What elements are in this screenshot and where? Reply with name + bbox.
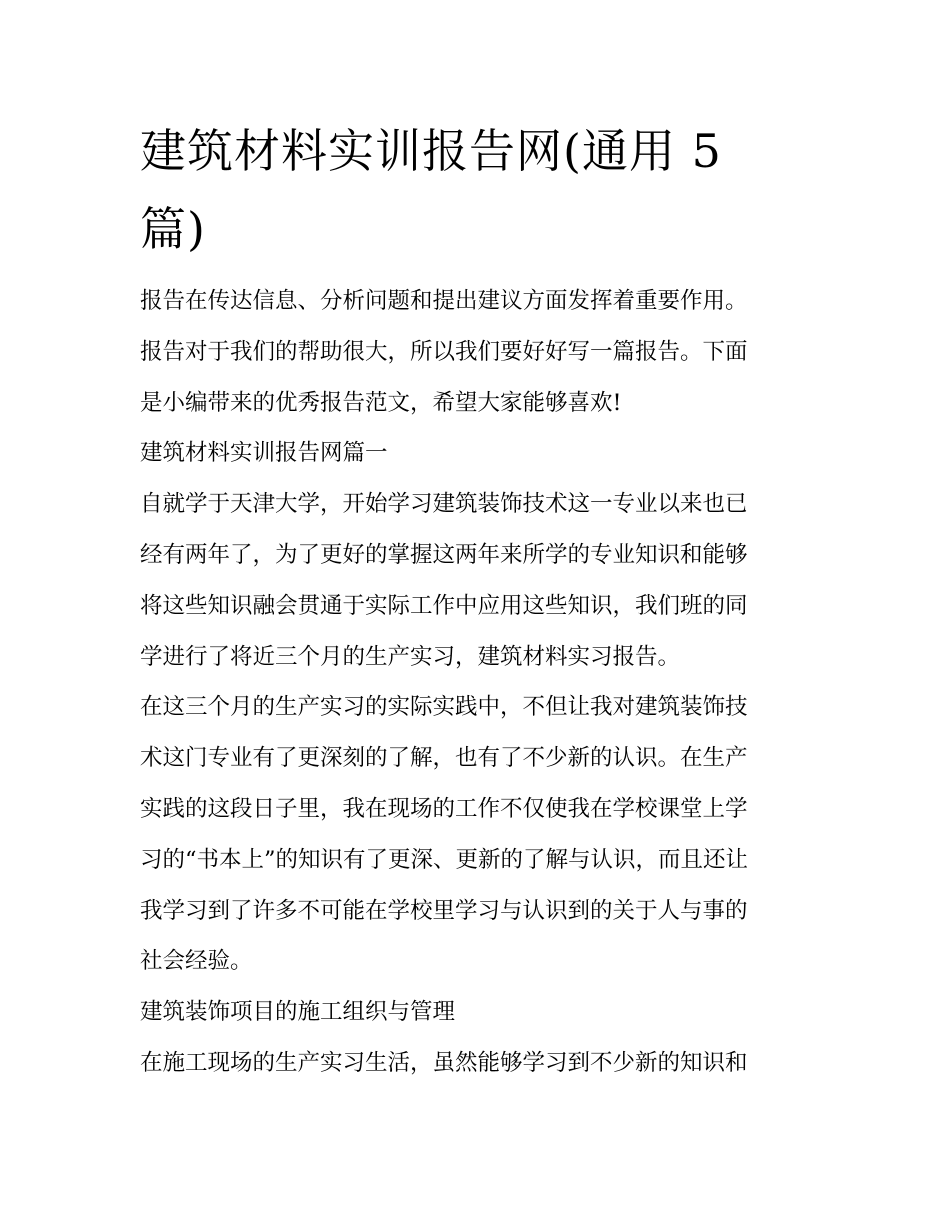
title-line: 篇) [140,202,206,256]
text-line: 我学习到了许多不可能在学校里学习与认识到的关于人与事的 [140,897,748,924]
section-heading [140,987,830,1038]
text-line: 术这门专业有了更深刻的了解，也有了不少新的认识。在生产 [140,745,748,772]
document-title [140,112,820,268]
text-line: 实践的这段日子里，我在现场的工作不仅使我在学校课堂上学 [140,795,748,822]
body-paragraph [140,682,830,987]
text-line: 在施工现场的生产实习生活，虽然能够学习到不少新的知识和 [140,1049,748,1076]
heading-line: 建筑材料实训报告网篇一 [140,440,388,467]
text-line: 将这些知识融会贯通于实际工作中应用这些知识，我们班的同 [140,592,748,619]
text-line: 社会经验。 [140,948,253,975]
text-line: 习的“书本上”的知识有了更深、更新的了解与认识，而且还让 [140,846,749,873]
text-line: 自就学于天津大学，开始学习建筑装饰技术这一专业以来也已 [140,491,748,518]
text-line: 在这三个月的生产实习的实际实践中，不但让我对建筑装饰技 [140,694,748,721]
text-line: 报告在传达信息、分析问题和提出建议方面发挥着重要作用。 [140,288,748,314]
text-line: 报告对于我们的帮助很大，所以我们要好好写一篇报告。下面 [140,338,748,365]
body-paragraph [140,479,830,682]
body-paragraph [140,1038,830,1089]
heading-line: 建筑装饰项目的施工组织与管理 [140,999,456,1026]
document-body [140,276,830,1089]
text-line: 经有两年了，为了更好的掌握这两年来所学的专业知识和能够 [140,541,748,568]
intro-paragraph [140,276,830,428]
section-heading [140,428,830,479]
text-line: 是小编带来的优秀报告范文，希望大家能够喜欢! [140,389,622,416]
title-line: 建筑材料实训报告网(通用 5 [140,124,722,178]
text-line: 学进行了将近三个月的生产实习，建筑材料实习报告。 [140,643,681,670]
